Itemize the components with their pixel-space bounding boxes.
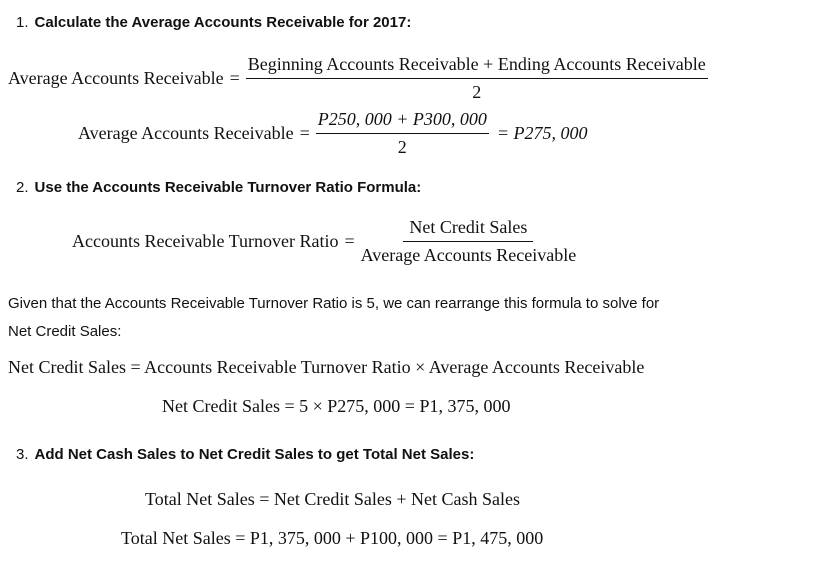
- paragraph-line: Given that the Accounts Receivable Turnover Ratio is 5, we can rearrange this formula to solve for: [8, 295, 660, 312]
- fraction: [361, 217, 577, 266]
- fraction: [246, 54, 708, 103]
- equation-lhs: Average Accounts Receivable: [78, 123, 294, 143]
- fraction-numerator: Beginning Accounts Receivable + Ending Accounts Receivable: [246, 54, 708, 79]
- step-1-heading: [16, 14, 411, 31]
- fraction-denominator: 2: [397, 137, 407, 157]
- equation-net-credit-sales-formula: Net Credit Sales = Accounts Receivable Turnover Ratio × Average Accounts Receivable: [8, 357, 645, 377]
- step-number: 3.: [16, 446, 29, 463]
- equation-average-ar-calculation: [78, 109, 588, 158]
- step-title: Calculate the Average Accounts Receivable for 2017:: [34, 14, 412, 31]
- equals-sign: =: [344, 231, 355, 251]
- equation-turnover-ratio: [72, 217, 576, 266]
- step-number: 1.: [16, 14, 29, 31]
- fraction-denominator: Average Accounts Receivable: [360, 245, 577, 265]
- fraction-denominator: 2: [472, 82, 482, 102]
- equation-result: = P275, 000: [496, 123, 588, 143]
- equation-total-net-sales-formula: Total Net Sales = Net Credit Sales + Net Cash Sales: [145, 489, 520, 509]
- step-title: Use the Accounts Receivable Turnover Ratio Formula:: [34, 179, 422, 196]
- step-2-heading: [16, 179, 421, 196]
- equals-sign: =: [299, 123, 310, 143]
- step-number: 2.: [16, 179, 29, 196]
- equation-net-credit-sales-calculation: Net Credit Sales = 5 × P275, 000 = P1, 375, 000: [162, 396, 511, 416]
- equation-total-net-sales-calculation: Total Net Sales = P1, 375, 000 + P100, 000 = P1, 475, 000: [121, 528, 544, 548]
- step-3-heading: [16, 446, 474, 463]
- fraction-numerator: P250, 000 + P300, 000: [316, 109, 489, 134]
- paragraph-line: Net Credit Sales:: [8, 323, 122, 340]
- explanation-paragraph: [8, 290, 659, 346]
- equals-sign: =: [229, 68, 240, 88]
- equation-lhs: Average Accounts Receivable: [8, 68, 224, 88]
- step-title: Add Net Cash Sales to Net Credit Sales to get Total Net Sales:: [34, 446, 475, 463]
- equation-lhs: Accounts Receivable Turnover Ratio: [72, 231, 339, 251]
- equation-average-ar-formula: [8, 54, 708, 103]
- fraction: [316, 109, 489, 158]
- fraction-numerator: Net Credit Sales: [403, 217, 533, 242]
